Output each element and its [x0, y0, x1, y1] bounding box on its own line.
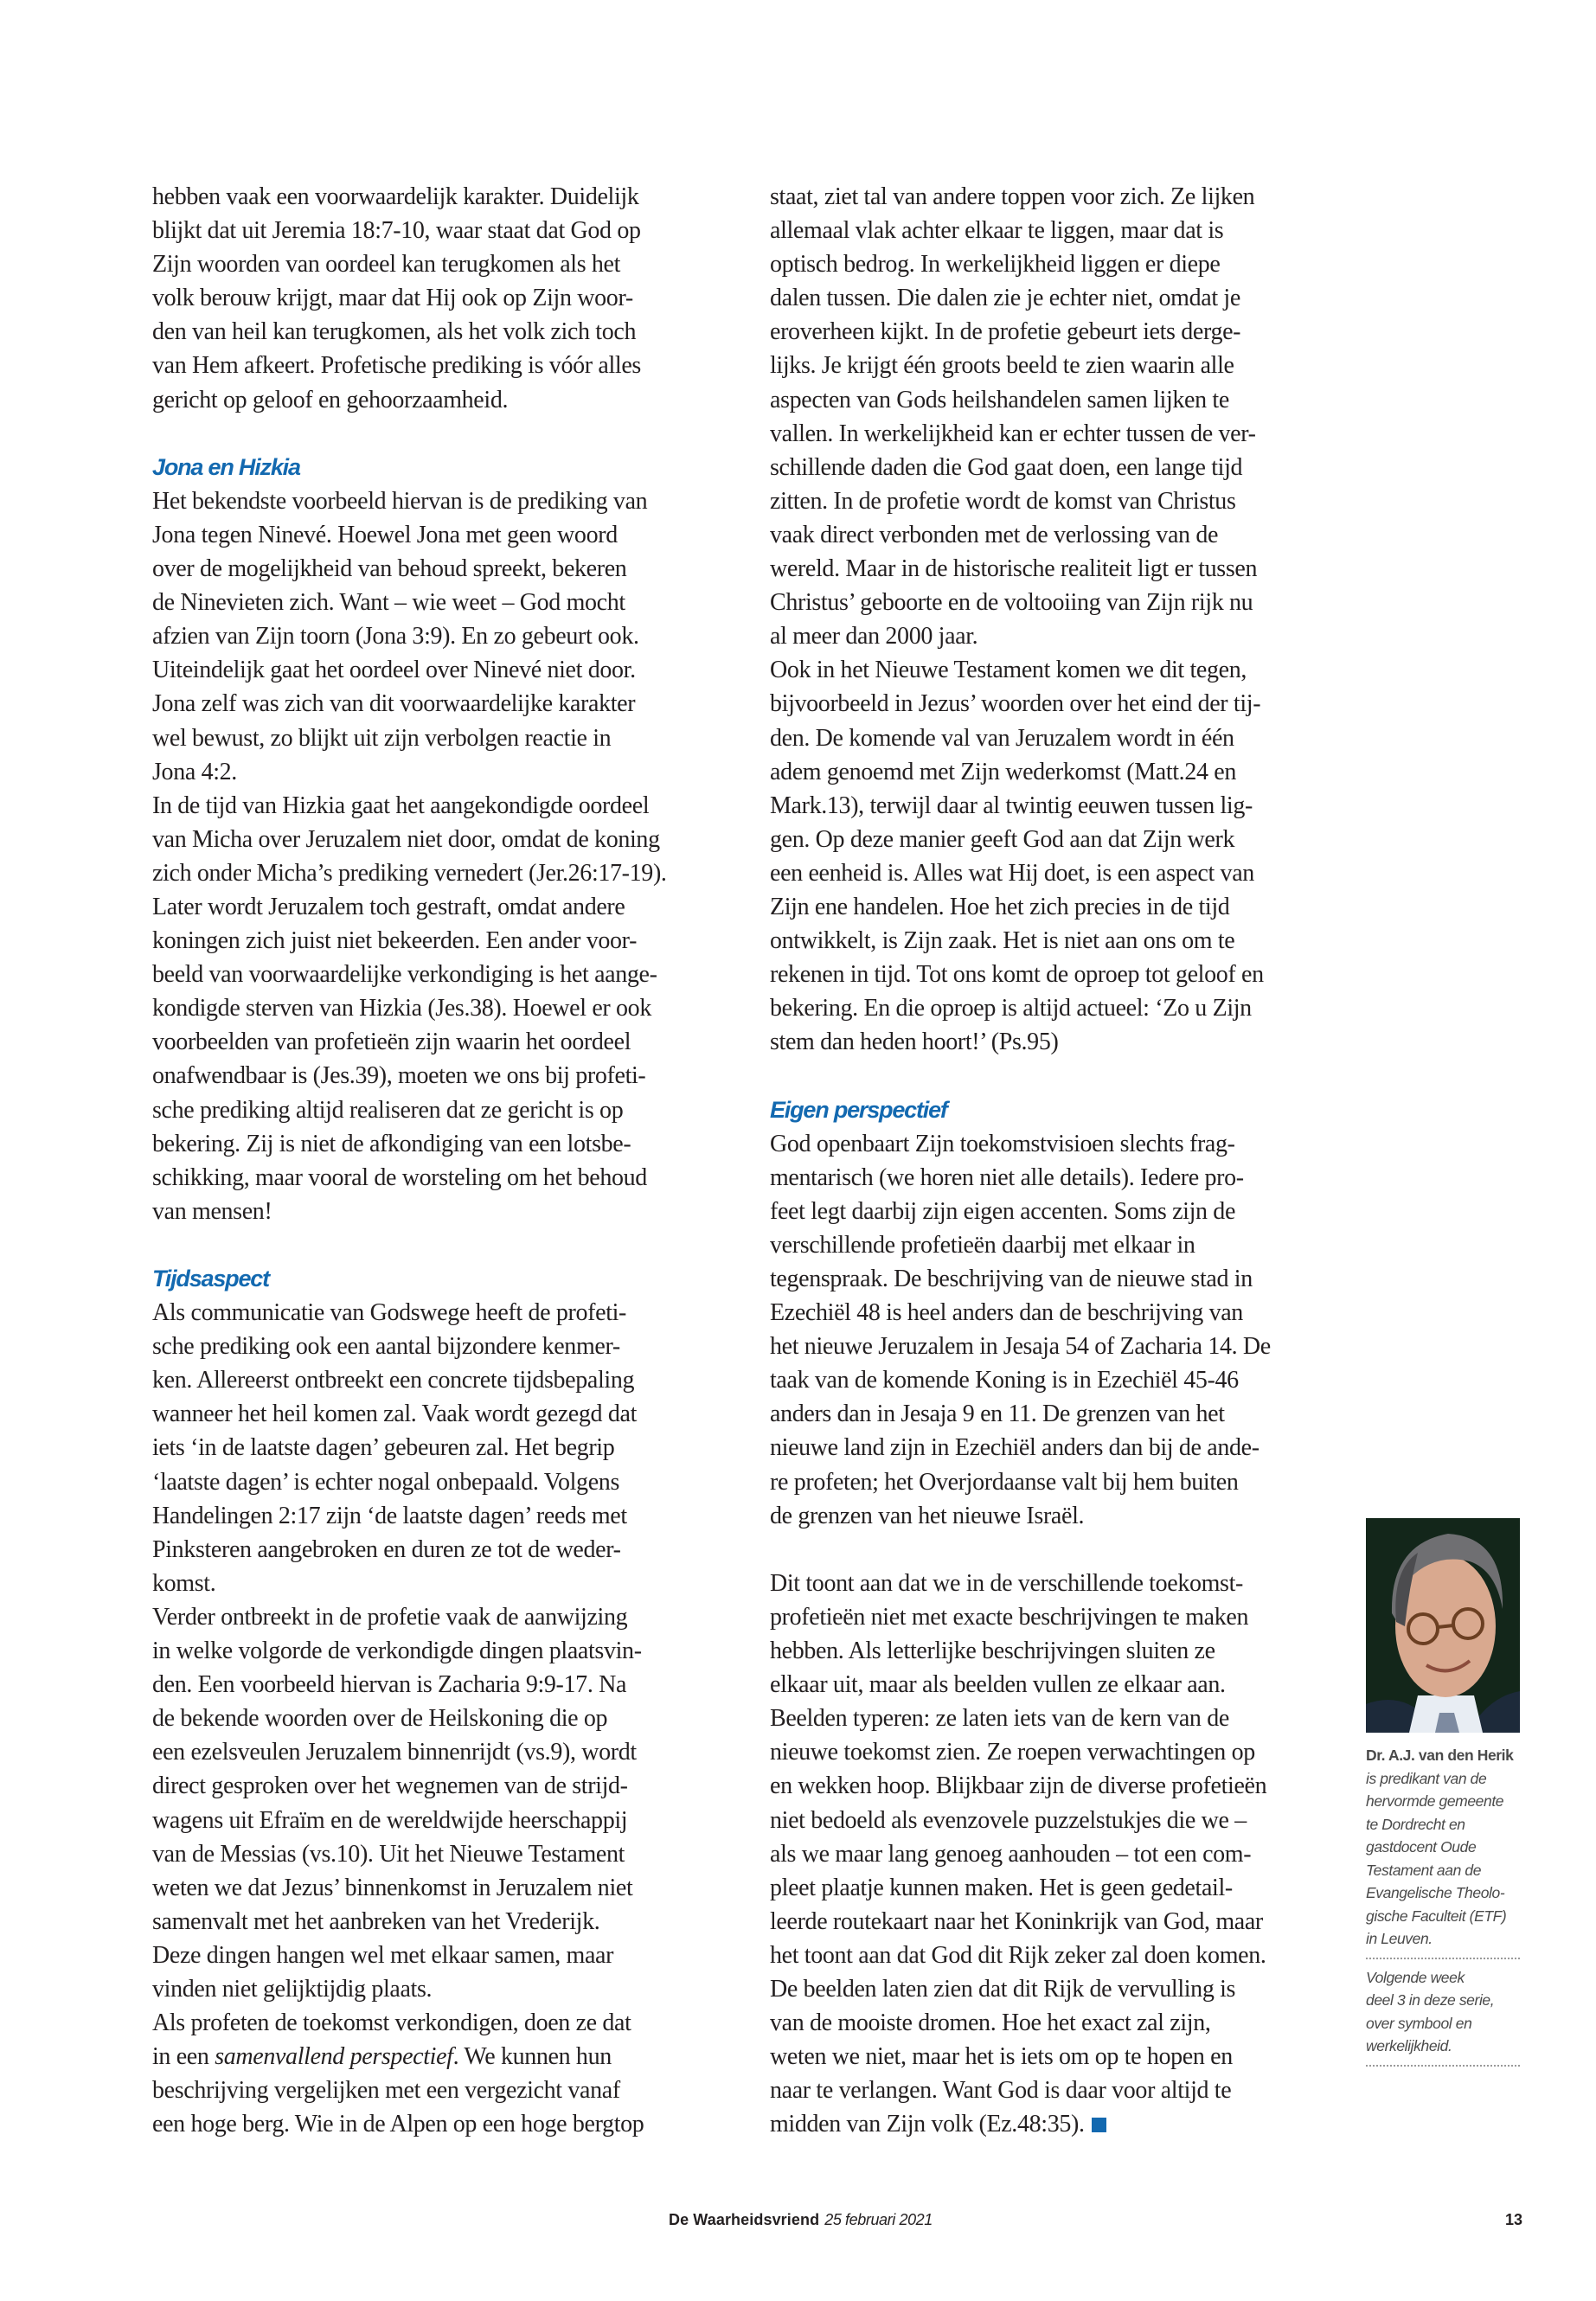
text-line: Later wordt Jeruzalem toch gestraft, omdat andere: [152, 893, 625, 920]
text-line: ontwikkelt, is Zijn zaak. Het is niet aan ons om te: [770, 927, 1235, 955]
caption-line: hervormde gemeente: [1366, 1792, 1504, 1810]
caption-line: in Leuven.: [1366, 1930, 1433, 1947]
text-line: hebben vaak een voorwaardelijk karakter. Duidelijk: [152, 183, 639, 210]
text-line: bekering. Zij is niet de afkondiging van een lotsbe-: [152, 1130, 631, 1157]
text-line: den. De komende val van Jeruzalem wordt in één: [770, 724, 1234, 752]
divider: [1366, 2065, 1520, 2067]
text-line: eroverheen kijkt. In de profetie gebeurt iets derge-: [770, 318, 1241, 346]
text-line: in welke volgorde de verkondigde dingen plaatsvin-: [152, 1638, 642, 1665]
spacer: [770, 1059, 1341, 1093]
text-line: allemaal vlak achter elkaar te liggen, maar dat is: [770, 217, 1224, 245]
portrait-illustration: [1366, 1518, 1520, 1733]
caption-line: over symbool en: [1366, 2014, 1472, 2032]
text-line: gen. Op deze manier geeft God aan dat Zijn werk: [770, 825, 1235, 853]
text-line: In de tijd van Hizkia gaat het aangekondigde oordeel: [152, 792, 650, 819]
text-line: Zijn woorden van oordeel kan terugkomen als het: [152, 251, 621, 279]
text-line: rekenen in tijd. Tot ons komt de oproep tot geloof en: [770, 961, 1264, 989]
text-line: een ezelsveulen Jeruzalem binnenrijdt (vs.9), wordt: [152, 1739, 637, 1766]
section-heading-eigen-perspectief: Eigen perspectief: [770, 1096, 947, 1123]
author-photo: [1366, 1518, 1520, 1733]
text-line: Als communicatie van Godswege heeft de profeti-: [152, 1299, 627, 1327]
text-line: pleet plaatje kunnen maken. Het is geen gedetail-: [770, 1874, 1233, 1901]
author-caption: [1366, 1744, 1530, 2067]
text-line: beeld van voorwaardelijke verkondiging is het aange-: [152, 961, 657, 989]
article-column-right: [770, 180, 1341, 2141]
text-line: samenvalt met het aanbreken van het Vrederijk.: [152, 1907, 600, 1935]
text-line: vaak direct verbonden met de verlossing van de: [770, 521, 1219, 548]
text-line: weten we niet, maar het is iets om op te hopen en: [770, 2043, 1233, 2071]
text-line: verschillende profetieën daarbij met elkaar in: [770, 1231, 1195, 1259]
continuation-paragraph: [770, 180, 1341, 1059]
text-line: den van heil kan terugkomen, als het volk zich toch: [152, 318, 637, 346]
text-line: Jona 4:2.: [152, 758, 237, 785]
author-name: Dr. A.J. van den Herik: [1366, 1747, 1514, 1764]
caption-line: is predikant van de: [1366, 1769, 1487, 1787]
page-footer: [669, 2211, 933, 2229]
section-heading-jona-en-hizkia: Jona en Hizkia: [152, 453, 300, 480]
text-line: het nieuwe Jeruzalem in Jesaja 54 of Zacharia 14. De: [770, 1333, 1271, 1361]
text-line: beschrijving vergelijken met een vergezicht vanaf: [152, 2077, 620, 2105]
text-line: Uiteindelijk gaat het oordeel over Ninevé niet door.: [152, 657, 636, 684]
text-line: wagens uit Efraïm en de wereldwijde heerschappij: [152, 1806, 628, 1834]
text-line: afzien van Zijn toorn (Jona 3:9). En zo gebeurt ook.: [152, 623, 639, 651]
author-sidebar: [1366, 1518, 1530, 2073]
text-line: van Hem afkeert. Profetische prediking is vóór alles: [152, 352, 641, 380]
text-line: het toont aan dat God dit Rijk zeker zal doen komen.: [770, 1941, 1266, 1969]
author-bio: [1366, 1767, 1530, 1951]
section-body-tijdsaspect: [152, 1296, 734, 2040]
text-line: dalen tussen. Die dalen zie je echter niet, omdat je: [770, 285, 1240, 312]
text-line: blijkt dat uit Jeremia 18:7-10, waar staat dat God op: [152, 217, 641, 245]
article-column-left: [152, 180, 734, 2141]
text-line: Beelden typeren: ze laten iets van de kern van de: [770, 1705, 1229, 1733]
text-run: midden van Zijn volk (Ez.48:35).: [770, 2111, 1085, 2138]
text-line: nieuwe toekomst zien. Ze roepen verwachtingen op: [770, 1739, 1255, 1766]
text-line: een eenheid is. Alles wat Hij doet, is een aspect van: [770, 859, 1254, 887]
caption-line: gastdocent Oude: [1366, 1838, 1477, 1856]
text-line: wereld. Maar in de historische realiteit ligt er tussen: [770, 555, 1258, 583]
text-line: feet legt daarbij zijn eigen accenten. Soms zijn de: [770, 1197, 1236, 1225]
text-line: mentarisch (we horen niet alle details). Iedere pro-: [770, 1163, 1244, 1191]
text-line: kondigde sterven van Hizkia (Jes.38). Hoewel er ook: [152, 995, 651, 1022]
text-line: bekering. En die oproep is altijd actueel: ‘Zo u Zijn: [770, 995, 1252, 1022]
text-line: voorbeelden van profetieën zijn waarin het oordeel: [152, 1029, 631, 1056]
text-line: Pinksteren aangebroken en duren ze tot de weder-: [152, 1535, 621, 1563]
section-body-jona-en-hizkia: [152, 484, 734, 1228]
text-line: staat, ziet tal van andere toppen voor zich. Ze lijken: [770, 183, 1255, 210]
text-line: volk berouw krijgt, maar dat Hij ook op Zijn woor-: [152, 285, 633, 312]
text-line: de grenzen van het nieuwe Israël.: [770, 1502, 1085, 1529]
section-body-eigen-perspectief: [770, 1127, 1341, 1533]
text-line: nieuwe land zijn in Ezechiël anders dan bij de ande-: [770, 1434, 1259, 1462]
text-line: God openbaart Zijn toekomstvisioen slechts frag-: [770, 1130, 1235, 1157]
text-line: vinden niet gelijktijdig plaats.: [152, 1975, 433, 2003]
spacer: [152, 417, 734, 451]
page-number: 13: [1505, 2211, 1523, 2228]
text-line: den. Een voorbeeld hiervan is Zacharia 9:9-17. Na: [152, 1671, 627, 1699]
text-line: ken. Allereerst ontbreekt een concrete tijdsbepaling: [152, 1367, 635, 1394]
text-line: leerde routekaart naar het Koninkrijk van God, maar: [770, 1907, 1263, 1935]
text-line: Mark.13), terwijl daar al twintig eeuwen tussen lig-: [770, 792, 1253, 819]
issue-date: 25 februari 2021: [824, 2211, 933, 2228]
text-line-with-emphasis: [152, 2040, 734, 2073]
text-line: optisch bedrog. In werkelijkheid liggen er diepe: [770, 251, 1221, 279]
text-line: van de mooiste dromen. Hoe het exact zal zijn,: [770, 2009, 1211, 2037]
text-line: Zijn ene handelen. Hoe het zich precies in de tijd: [770, 893, 1230, 920]
section-heading-tijdsaspect: Tijdsaspect: [152, 1266, 269, 1292]
text-line: schikking, maar vooral de worsteling om het behoud: [152, 1163, 647, 1191]
spacer: [152, 1228, 734, 1262]
final-line: [770, 2107, 1341, 2141]
text-line: elkaar uit, maar als beelden vullen ze elkaar aan.: [770, 1671, 1226, 1699]
text-line: Het bekendste voorbeeld hiervan is de prediking van: [152, 487, 648, 515]
text-line: naar te verlangen. Want God is daar voor altijd te: [770, 2077, 1232, 2105]
text-line: een hoge berg. Wie in de Alpen op een hoge bergtop: [152, 2111, 644, 2138]
text-line: schillende daden die God gaat doen, een lange tijd: [770, 453, 1243, 481]
text-line: gericht op geloof en gehoorzaamheid.: [152, 386, 509, 413]
text-line: Ezechiël 48 is heel anders dan de beschrijving van: [770, 1299, 1243, 1327]
text-line: onafwendbaar is (Jes.39), moeten we ons bij profeti-: [152, 1062, 646, 1090]
text-line: Dit toont aan dat we in de verschillende toekomst-: [770, 1569, 1244, 1597]
section-body-tijdsaspect-tail: [152, 2073, 734, 2141]
text-line: over de mogelijkheid van behoud spreekt, bekeren: [152, 555, 627, 583]
text-line: en wekken hoop. Blijkbaar zijn de diverse profetieën: [770, 1772, 1267, 1800]
caption-line: gische Faculteit (ETF): [1366, 1907, 1507, 1925]
text-line: van Micha over Jeruzalem niet door, omdat de koning: [152, 825, 660, 853]
text-line: vallen. In werkelijkheid kan er echter tussen de ver-: [770, 420, 1256, 447]
text-line: Ook in het Nieuwe Testament komen we dit tegen,: [770, 657, 1247, 684]
divider: [1366, 1958, 1520, 1959]
text-line: tegenspraak. De beschrijving van de nieuwe stad in: [770, 1266, 1253, 1292]
text-line: direct gesproken over het wegnemen van de strijd-: [152, 1772, 628, 1800]
text-line: wanneer het heil komen zal. Vaak wordt gezegd dat: [152, 1400, 637, 1428]
text-line: wel bewust, zo blijkt uit zijn verbolgen reactie in: [152, 724, 612, 752]
spacer: [770, 1533, 1341, 1567]
text-line: Jona tegen Ninevé. Hoewel Jona met geen woord: [152, 521, 618, 548]
text-line: Jona zelf was zich van dit voorwaardelijke karakter: [152, 690, 636, 718]
text-line: zitten. In de profetie wordt de komst van Christus: [770, 487, 1236, 515]
text-line: Als profeten de toekomst verkondigen, doen ze dat: [152, 2009, 631, 2037]
text-line: sche prediking ook een aantal bijzondere kenmer-: [152, 1333, 620, 1361]
text-line: hebben. Als letterlijke beschrijvingen sluiten ze: [770, 1638, 1215, 1665]
text-line: lijks. Je krijgt één groots beeld te zien waarin alle: [770, 352, 1234, 380]
text-line: Christus’ geboorte en de voltooiing van Zijn rijk nu: [770, 589, 1253, 617]
end-mark-icon: [1092, 2118, 1106, 2132]
text-line: re profeten; het Overjordaanse valt bij hem buiten: [770, 1468, 1239, 1496]
text-line: Verder ontbreekt in de profetie vaak de aanwijzing: [152, 1603, 628, 1631]
text-run: . We kunnen hun: [452, 2043, 612, 2071]
text-line: profetieën niet met exacte beschrijvingen te maken: [770, 1603, 1249, 1631]
caption-line: te Dordrecht en: [1366, 1815, 1465, 1833]
text-line: taak van de komende Koning is in Ezechiël 45-46: [770, 1367, 1239, 1394]
text-line: niet bedoeld als evenzovele puzzelstukjes die we –: [770, 1806, 1247, 1834]
text-line: Deze dingen hangen wel met elkaar samen, maar: [152, 1941, 614, 1969]
text-line: weten we dat Jezus’ binnenkomst in Jeruzalem niet: [152, 1874, 633, 1901]
text-line: sche prediking altijd realiseren dat ze gericht is op: [152, 1096, 624, 1124]
emphasis-samenvallend-perspectief: samenvallend perspectief: [215, 2043, 453, 2071]
caption-line: Evangelische Theolo-: [1366, 1884, 1505, 1901]
text-line: als we maar lang genoeg aanhouden – tot een com-: [770, 1840, 1252, 1868]
caption-line: Testament aan de: [1366, 1861, 1482, 1879]
closing-paragraph: [770, 1567, 1341, 2108]
text-line: van mensen!: [152, 1197, 272, 1225]
intro-paragraph: [152, 180, 734, 417]
text-line: stem dan heden hoort!’ (Ps.95): [770, 1029, 1059, 1056]
text-line: adem genoemd met Zijn wederkomst (Matt.24 en: [770, 758, 1237, 785]
text-run: in een: [152, 2043, 215, 2071]
text-line: koningen zich juist niet bekeerden. Een ander voor-: [152, 927, 638, 955]
text-line: anders dan in Jesaja 9 en 11. De grenzen van het: [770, 1400, 1225, 1428]
caption-line: Volgende week: [1366, 1968, 1465, 1986]
text-line: bijvoorbeeld in Jezus’ woorden over het eind der tij-: [770, 690, 1261, 718]
next-week-note: [1366, 1966, 1530, 2058]
caption-line: deel 3 in deze serie,: [1366, 1991, 1495, 2009]
text-line: De beelden laten zien dat dit Rijk de vervulling is: [770, 1975, 1236, 2003]
text-line: komst.: [152, 1569, 216, 1597]
text-line: de Ninevieten zich. Want – wie weet – God mocht: [152, 589, 625, 617]
text-line: van de Messias (vs.10). Uit het Nieuwe Testament: [152, 1840, 625, 1868]
text-line: de bekende woorden over de Heilskoning die op: [152, 1705, 608, 1733]
publication-name: De Waarheidsvriend: [669, 2211, 820, 2228]
text-line: aspecten van Gods heilshandelen samen lijken te: [770, 386, 1229, 413]
text-line: iets ‘in de laatste dagen’ gebeuren zal. Het begrip: [152, 1434, 615, 1462]
caption-line: werkelijkheid.: [1366, 2037, 1452, 2054]
text-line: ‘laatste dagen’ is echter nogal onbepaald. Volgens: [152, 1468, 619, 1496]
text-line: zich onder Micha’s prediking vernedert (Jer.26:17-19).: [152, 859, 667, 887]
text-line: al meer dan 2000 jaar.: [770, 623, 978, 651]
text-line: Handelingen 2:17 zijn ‘de laatste dagen’ reeds met: [152, 1502, 627, 1529]
